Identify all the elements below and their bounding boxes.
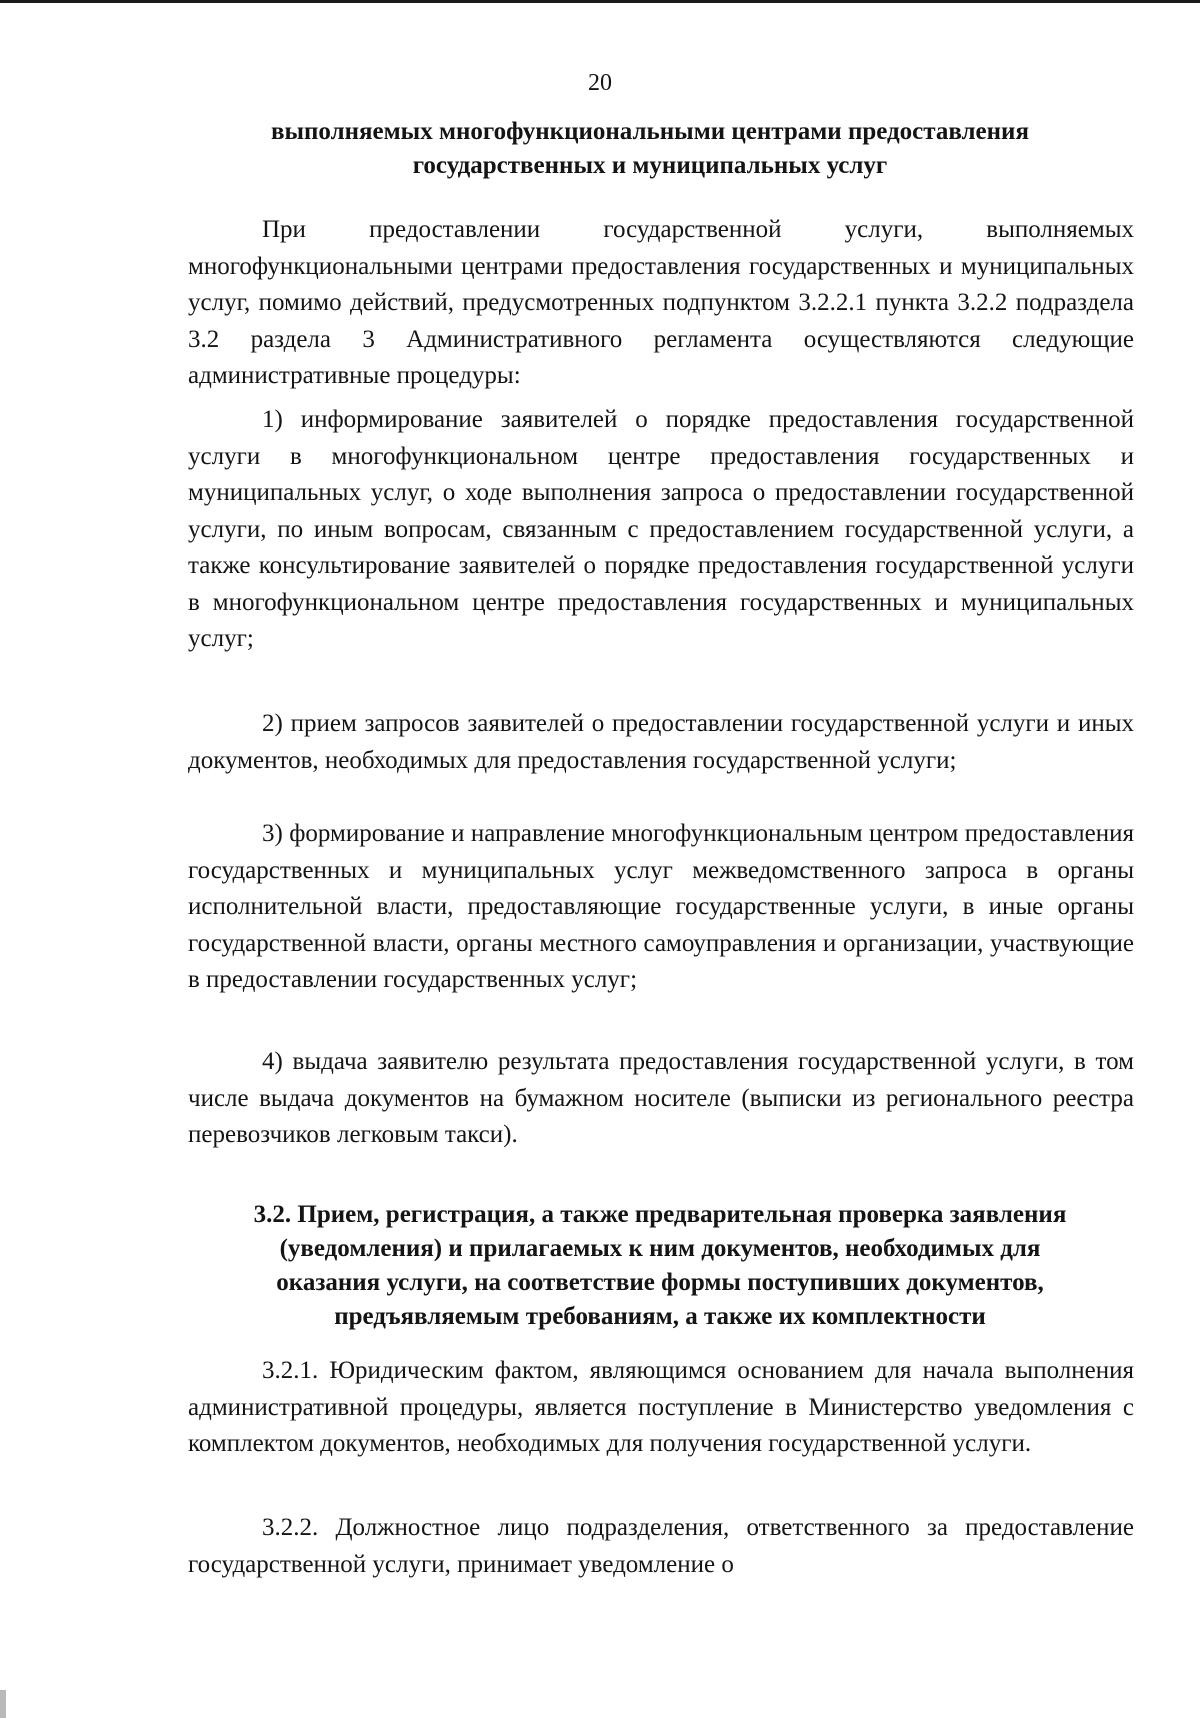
list-item-3: 3) формирование и направление многофункциональным центром предоставления государственных и муниципальных услуг межведомственного запроса в органы исполнительной власти, предоставляющие государственные услуги, в иные органы государственной власти, органы местного самоуправления и организации, участвующие в предоставлении государственных услуг; (188, 820, 1134, 993)
list-item-1: 1) информирование заявителей о порядке предоставления государственной услуги в многофункциональном центре предоставления государственных и муниципальных услуг, о ходе выполнения запроса о предоставлении государственной услуги, по иным вопросам, связанным с предоставлением государственной услуги, а также консультирование заявителей о порядке предоставления государственной услуги в многофункциональном центре предоставления государственных и муниципальных услуг; (188, 406, 1134, 652)
section-heading-line-4: предъявляемым требованиям, а также их комплектности (334, 1303, 986, 1330)
subsection-heading (175, 115, 1125, 183)
paragraph-3-2-1: 3.2.1. Юридическим фактом, являющимся основанием для начала выполнения административной процедуры, является поступление в Министерство уведомления с комплектом документов, необходимых для получения государственной услуги. (188, 1357, 1134, 1457)
section-3-2-heading (180, 1198, 1140, 1334)
page-number: 20 (588, 70, 612, 96)
list-item-4: 4) выдача заявителю результата предоставления государственной услуги, в том числе выдача документов на бумажном носителе (выписки из регионального реестра перевозчиков легковым такси). (188, 1048, 1134, 1148)
section-heading-line-2: (уведомления) и прилагаемых к ним документов, необходимых для (279, 1235, 1041, 1262)
subsection-heading-line-1: выполняемых многофункциональными центрами предоставления (271, 118, 1029, 145)
subsection-heading-line-2: государственных и муниципальных услуг (412, 152, 888, 179)
list-item-2: 2) прием запросов заявителей о предоставлении государственной услуги и иных документов, необходимых для предоставления государственной услуги; (188, 710, 1134, 774)
section-heading-line-3: оказания услуги, на соответствие формы поступивших документов, (276, 1269, 1044, 1296)
section-heading-line-1: 3.2. Прием, регистрация, а также предварительная проверка заявления (253, 1201, 1067, 1228)
paragraph-3-2-2: 3.2.2. Должностное лицо подразделения, ответственного за предоставление государственной услуги, принимает уведомление о (188, 1514, 1134, 1578)
intro-paragraph: При предоставлении государственной услуги, выполняемых многофункциональными центрами предоставления государственных и муниципальных услуг, помимо действий, предусмотренных подпунктом 3.2.2.1 пункта 3.2.2 подраздела 3.2 раздела 3 Административного регламента осуществляются следующие административные процедуры: (188, 216, 1134, 389)
